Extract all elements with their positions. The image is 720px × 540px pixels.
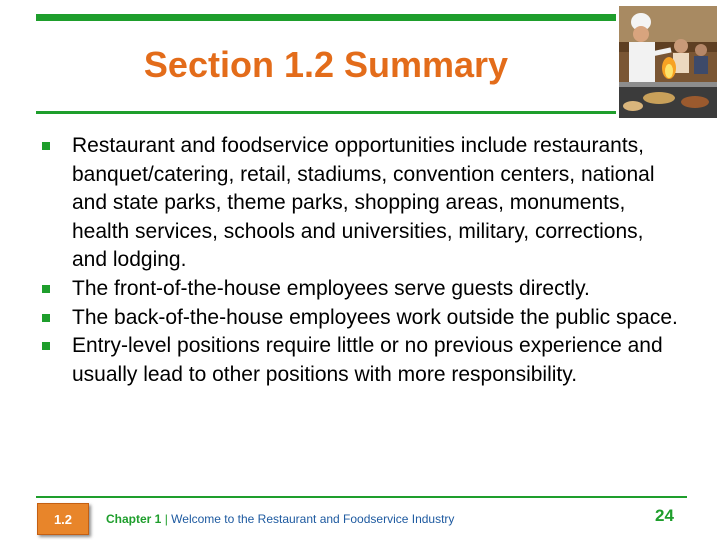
bullet-text: Restaurant and foodservice opportunities include restaurants, banquet/catering, retail, stadiums, convention centers, national and state parks, theme parks, shopping areas, monuments, health services, schools and universities, military, corrections, and lodging.: [72, 134, 655, 272]
bullet-text: The back-of-the-house employees work outside the public space.: [72, 305, 678, 329]
chef-teppanyaki-photo: [619, 6, 717, 118]
page-number: 24: [655, 506, 674, 525]
square-bullet-icon: [42, 314, 50, 322]
bullet-item: [40, 275, 680, 304]
bullet-text: Entry-level positions require little or no previous experience and usually lead to other positions with more responsibility.: [72, 334, 663, 386]
square-bullet-icon: [42, 342, 50, 350]
slide-title: Section 1.2 Summary: [143, 44, 509, 85]
bullet-item: [40, 132, 680, 275]
section-badge: 1.2: [37, 503, 89, 535]
title-underline: [36, 111, 616, 114]
top-accent-bar: [36, 14, 616, 21]
footer-caption: [106, 512, 454, 526]
bullet-item: [40, 304, 680, 333]
footer-chapter: Chapter 1: [106, 512, 162, 526]
footer-separator: |: [164, 512, 168, 526]
footer-rule: [36, 496, 687, 498]
bullet-list: [40, 132, 680, 389]
bullet-text: The front-of-the-house employees serve guests directly.: [72, 276, 590, 300]
square-bullet-icon: [42, 285, 50, 293]
footer-book-title: Welcome to the Restaurant and Foodservice Industry: [171, 512, 455, 526]
square-bullet-icon: [42, 142, 50, 150]
bullet-item: [40, 332, 680, 389]
